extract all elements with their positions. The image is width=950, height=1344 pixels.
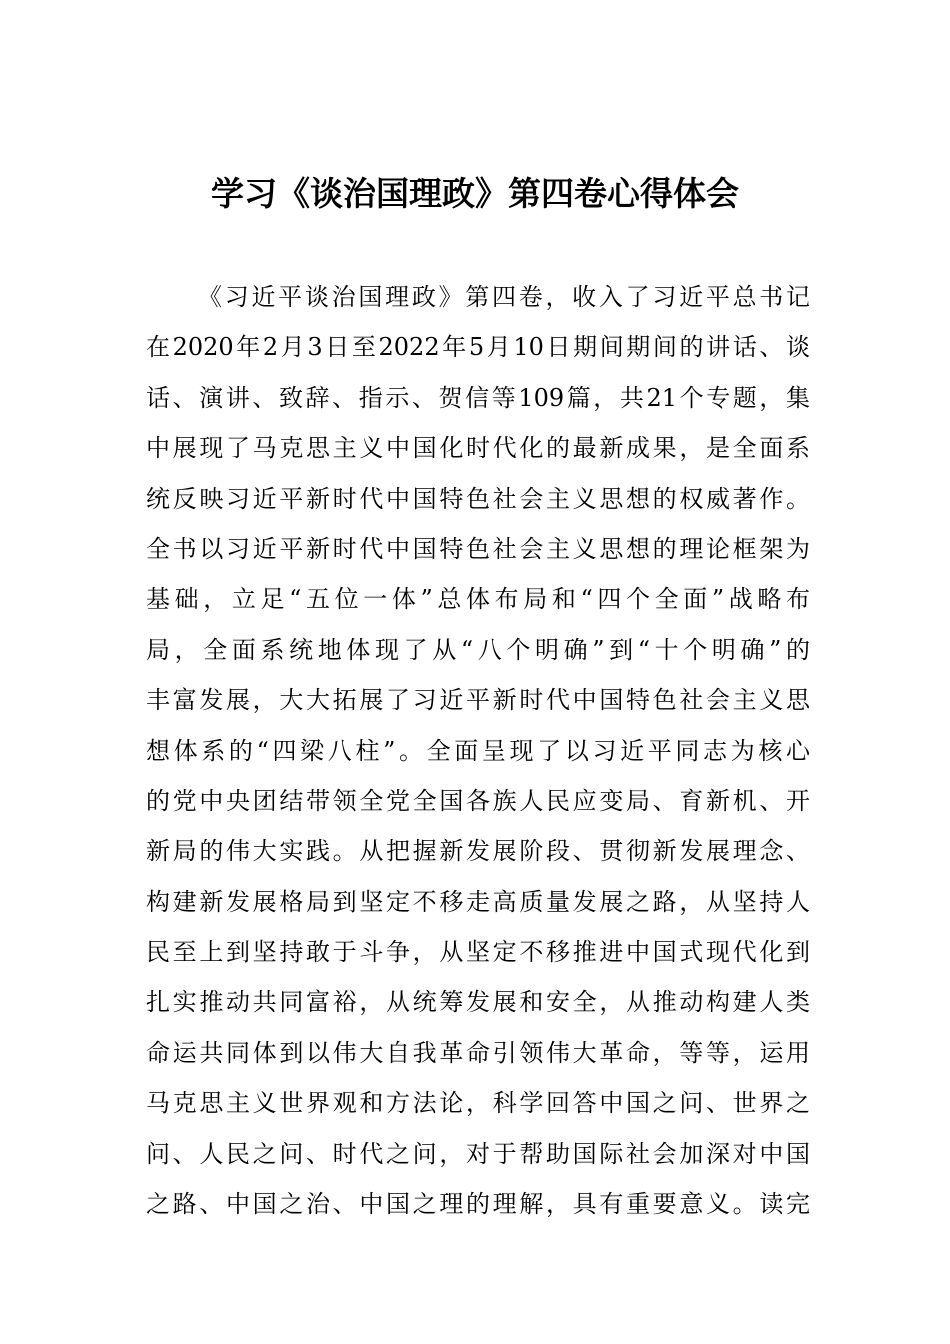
text-line: 基础，立足“五位一体”总体布局和“四个全面”战略布 xyxy=(146,585,810,614)
text-line: 新局的伟大实践。从把握新发展阶段、贯彻新发展理念、 xyxy=(146,837,810,866)
text-line: 话、演讲、致辞、指示、贺信等109篇，共21个专题，集 xyxy=(146,383,810,412)
text-line: 在2020年2月3日至2022年5月10日期间期间的讲话、谈 xyxy=(146,333,810,362)
text-line: 想体系的“四梁八柱”。全面呈现了以习近平同志为核心 xyxy=(146,736,810,765)
text-line: 的党中央团结带领全党全国各族人民应变局、育新机、开 xyxy=(146,786,810,815)
text-line: 统反映习近平新时代中国特色社会主义思想的权威著作。 xyxy=(146,484,810,513)
text-line: 全书以习近平新时代中国特色社会主义思想的理论框架为 xyxy=(146,534,810,563)
text-line: 构建新发展格局到坚定不移走高质量发展之路，从坚持人 xyxy=(146,887,810,916)
text-line: 民至上到坚持敢于斗争，从坚定不移推进中国式现代化到 xyxy=(146,938,810,967)
text-line: 问、人民之问、时代之问，对于帮助国际社会加深对中国 xyxy=(146,1139,810,1168)
document-title: 学习《谈治国理政》第四卷心得体会 xyxy=(211,174,739,213)
text-line: 马克思主义世界观和方法论，科学回答中国之问、世界之 xyxy=(146,1089,810,1118)
text-line: 命运共同体到以伟大自我革命引领伟大革命，等等，运用 xyxy=(146,1038,810,1067)
text-line: 局，全面系统地体现了从“八个明确”到“十个明确”的 xyxy=(146,635,810,664)
text-line: 中展现了马克思主义中国化时代化的最新成果，是全面系 xyxy=(146,434,810,463)
text-line: 扎实推动共同富裕，从统筹发展和安全，从推动构建人类 xyxy=(146,988,810,1017)
text-line: 丰富发展，大大拓展了习近平新时代中国特色社会主义思 xyxy=(146,686,810,715)
text-line: 《习近平谈治国理政》第四卷，收入了习近平总书记 xyxy=(198,283,810,311)
text-line: 之路、中国之治、中国之理的理解，具有重要意义。读完 xyxy=(146,1190,810,1219)
document-body xyxy=(146,272,810,1229)
